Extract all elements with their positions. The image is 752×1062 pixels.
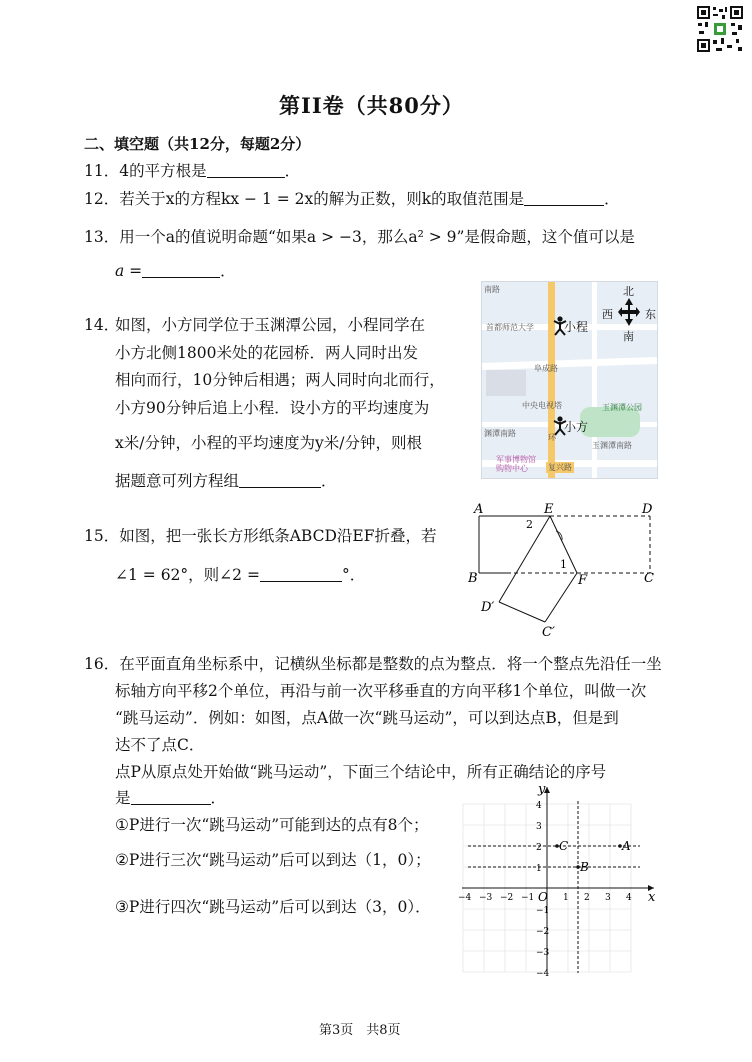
fig16-y-axis-label: y xyxy=(538,782,546,797)
question-13 xyxy=(84,228,635,247)
q13-number: 13． xyxy=(84,228,120,246)
q16-end: ． xyxy=(210,789,227,807)
fig15-label-E: E xyxy=(544,502,554,517)
map-label-6: 玉渊潭南路 xyxy=(592,441,632,450)
x-tick-label: 2 xyxy=(584,893,590,903)
fig15-angle-1: 1 xyxy=(560,558,567,571)
q15-end: °． xyxy=(341,566,366,584)
q16-line-3: “跳马运动”．例如：如图，点A做一次“跳马运动”，可以到达点B，但是到 xyxy=(115,709,619,727)
fig15-label-Cprime: C′ xyxy=(542,625,555,640)
fig15-angle-2: 2 xyxy=(526,518,533,531)
q16-line-6: 是 xyxy=(115,789,131,807)
q16-item-3: ③P进行四次“跳马运动”后可以到达（3，0）． xyxy=(115,898,431,916)
q14-line-1: 如图，小方同学位于玉渊潭公园，小程同学在 xyxy=(115,316,426,334)
q14-line-5: x米/分钟，小程的平均速度为y米/分钟，则根 xyxy=(115,434,422,452)
fig15-label-A: A xyxy=(474,502,484,517)
person-xiaofang-label: 小方 xyxy=(564,420,589,434)
map-label-3: 中央电视塔 xyxy=(522,401,562,410)
q16-line-6-wrap xyxy=(115,789,226,808)
fig15-label-F: F xyxy=(578,573,588,588)
fig16-origin-label: O xyxy=(538,890,548,904)
q13-answer-blank xyxy=(142,276,220,278)
compass-west: 西 xyxy=(602,308,613,321)
page-title: 第II卷（共80分） xyxy=(279,93,464,118)
map-label-10: 购物中心 xyxy=(496,464,528,473)
q16-line-1: 在平面直角坐标系中，记横纵坐标都是整数的点为整点．将一个整点先沿任一坐 xyxy=(119,655,662,673)
fig16-point-B: B xyxy=(580,860,589,874)
q16-item-2: ②P进行三次“跳马运动”后可以到达（1，0）； xyxy=(115,851,431,869)
q11-answer-blank xyxy=(207,176,285,178)
x-tick-label: 4 xyxy=(626,893,632,903)
section-heading: 二、填空题（共12分，每题2分） xyxy=(84,135,311,153)
fig15-label-D: D xyxy=(642,502,653,517)
map-label-7: 环 xyxy=(548,433,556,442)
x-tick-label: 1 xyxy=(563,893,569,903)
fig16-x-axis-label: x xyxy=(648,890,656,905)
compass-east: 东 xyxy=(645,308,656,321)
q15-number: 15． xyxy=(84,527,120,545)
x-tick-label: −4 xyxy=(458,893,472,903)
q14-number: 14． xyxy=(84,316,120,334)
y-tick-label: 1 xyxy=(536,864,542,874)
map-label-9: 军事博物馆 xyxy=(496,455,536,464)
y-tick-label: −1 xyxy=(536,906,550,916)
q13-line2: a = xyxy=(115,262,143,280)
fig16-point-A: A xyxy=(622,839,631,853)
y-tick-label: −2 xyxy=(536,927,550,937)
person-xiaocheng-label: 小程 xyxy=(564,320,589,334)
q14-line-6: 据题意可列方程组 xyxy=(115,472,240,490)
q14-line-3: 相向而行，10分钟后相遇；两人同时向北而行， xyxy=(115,371,445,389)
q15-line-1-wrap xyxy=(84,527,436,546)
fig15-label-C: C xyxy=(644,571,654,586)
qr-code-icon xyxy=(696,5,744,53)
q12-answer-blank xyxy=(524,204,604,206)
page-footer: 第3页 共8页 xyxy=(319,1023,401,1038)
map-label-8: 复兴路 xyxy=(548,463,572,472)
q11-number: 11． xyxy=(84,162,120,180)
x-tick-label: −3 xyxy=(479,893,493,903)
q12-text: 若关于x的方程kx − 1 = 2x的解为正数，则k的取值范围是 xyxy=(119,190,525,208)
q12-number: 12． xyxy=(84,190,120,208)
y-tick-label: 3 xyxy=(536,822,542,832)
compass-arrows-icon xyxy=(617,297,641,327)
q15-answer-blank xyxy=(260,580,342,582)
compass-south: 南 xyxy=(623,330,634,343)
q14-line-4: 小方90分钟后追上小程．设小方的平均速度为 xyxy=(115,399,430,417)
fig15-label-B: B xyxy=(468,571,478,586)
q14-line-2: 小方北侧1800米处的花园桥．两人同时出发 xyxy=(115,344,418,362)
q13-end: ． xyxy=(220,262,236,280)
q15-fold-figure xyxy=(464,498,664,640)
q13-text: 用一个a的值说明命题“如果a > −3，那么a² > 9”是假命题，这个值可以是 xyxy=(119,228,635,246)
y-tick-label: 2 xyxy=(536,843,542,853)
q14-answer-blank xyxy=(239,486,321,488)
q16-answer-blank xyxy=(131,803,211,805)
q16-line-2: 标轴方向平移2个单位，再沿与前一次平移垂直的方向平移1个单位，叫做一次 xyxy=(115,682,647,700)
question-11 xyxy=(84,162,300,181)
q16-number: 16． xyxy=(84,655,120,673)
q14-map-figure xyxy=(481,281,658,479)
q12-end: ． xyxy=(604,190,620,208)
q14-end: ． xyxy=(321,472,337,490)
q11-text: 4的平方根是 xyxy=(119,162,207,180)
x-tick-label: −2 xyxy=(500,893,514,903)
question-12 xyxy=(84,190,620,209)
fig16-point-C: C xyxy=(559,839,569,853)
fig15-label-Dprime: D′ xyxy=(481,600,495,615)
q15-line-2: ∠1 = 62°，则∠2 = xyxy=(115,566,260,584)
map-label-0: 南路 xyxy=(484,285,500,294)
map-label-2: 阜成路 xyxy=(534,364,558,373)
y-tick-label: 4 xyxy=(536,801,542,811)
x-tick-label: −1 xyxy=(521,893,535,903)
map-label-1: 首都师范大学 xyxy=(486,323,534,332)
map-label-4: 玉渊潭公园 xyxy=(602,403,642,412)
map-label-5: 渊潭南路 xyxy=(484,429,516,438)
y-tick-label: −3 xyxy=(536,948,550,958)
y-tick-label: −4 xyxy=(536,969,550,979)
q15-line-1: 如图，把一张长方形纸条ABCD沿EF折叠，若 xyxy=(119,527,437,545)
q11-end: ． xyxy=(284,162,301,180)
q15-line-2-wrap xyxy=(115,566,365,585)
q16-coordinate-figure xyxy=(460,783,660,977)
q16-line-5: 点P从原点处开始做“跳马运动”，下面三个结论中，所有正确结论的序号 xyxy=(115,763,607,781)
question-13-line2 xyxy=(115,262,236,281)
q14-line-6-wrap xyxy=(115,472,337,491)
q16-line-1-wrap xyxy=(84,655,662,674)
q16-item-1: ①P进行一次“跳马运动”可能到达的点有8个； xyxy=(115,816,429,834)
x-tick-label: 3 xyxy=(605,893,611,903)
q16-line-4: 达不了点C． xyxy=(115,736,205,754)
compass-north: 北 xyxy=(623,285,634,298)
